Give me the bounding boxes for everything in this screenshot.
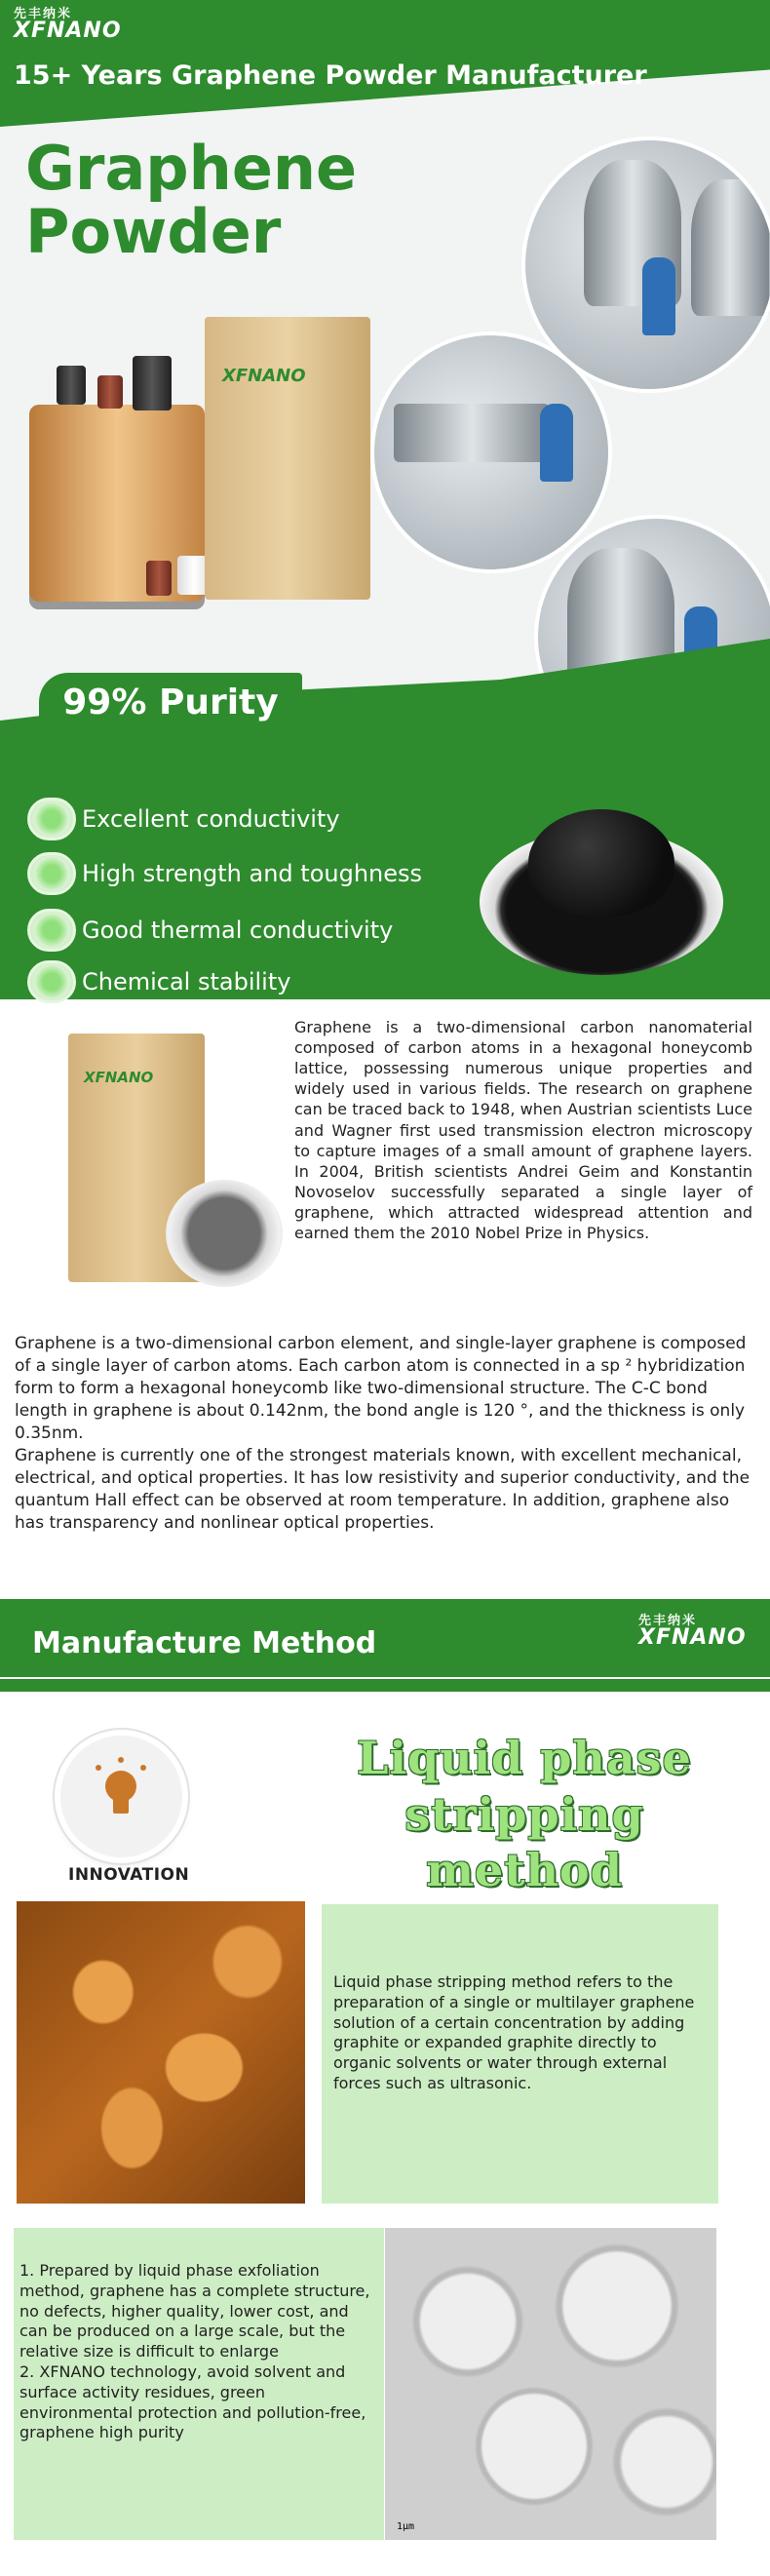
method-title [329, 1731, 719, 1899]
product-packaging [29, 317, 380, 629]
brand-logo-cn: 先丰纳米 [638, 1614, 698, 1628]
brand-logo-small [638, 1615, 747, 1649]
lightbulb-icon [60, 1736, 182, 1857]
header-divider [0, 1677, 770, 1679]
feature-label: Chemical stability [82, 968, 291, 995]
afm-microscopy-image [17, 1901, 305, 2204]
factory-photo-2 [370, 332, 612, 573]
hero-banner [0, 0, 770, 770]
method-description: Liquid phase stripping method refers to the preparation of a single or multilayer graphene solution of a certain concentration by adding graphite or expanded graphite directly to organic solvents or water through external forces such as ultrasonic. [333, 1972, 695, 2092]
product-jar [133, 356, 172, 410]
description-paragraph-2: Graphene is currently one of the strongest materials known, with excellent mechanical, electrical, and optical properties. It has low resistivity and superior conductivity, and the quantum Hall effect can be observed at room temperature. In addition, graphene also has transparency and nonlinear optical properties. [15, 1445, 751, 1533]
purity-badge: 99% Purity [39, 673, 302, 731]
feature-item [27, 850, 422, 897]
product-bag-label: XFNANO [222, 366, 306, 386]
method-title-line1: Liquid phase [357, 1732, 692, 1784]
hero-title-line2: Powder [25, 196, 282, 268]
product-jar [57, 366, 86, 405]
brand-logo-cn: 先丰纳米 [14, 7, 73, 21]
innovation-label: INNOVATION [68, 1865, 190, 1885]
intro-paragraph: Graphene is a two-dimensional carbon nanomaterial composed of carbon atoms in a hexagonal honeycomb lattice, possessing numerous unique properties and widely used in various fields. The research on graphene can be traced back to 1948, when Austrian scientists Luce and Wagner first used transmission electron microscopy to capture images of a small amount of graphene layers. In 2004, British scientists Andrei Geim and Konstantin Novoselov successfully separated a single layer of graphene, which attracted widespread attention and earned them the 2010 Nobel Prize in Physics. [294, 1018, 752, 1243]
method-points-box [14, 2228, 384, 2540]
hero-title-line1: Graphene [25, 133, 358, 204]
brand-logo [14, 8, 122, 42]
feature-item [27, 907, 393, 954]
intro-bag-label: XFNANO [84, 1069, 154, 1086]
manufacture-header [0, 1599, 770, 1692]
feature-label: High strength and toughness [82, 860, 423, 887]
tem-microscopy-image [385, 2228, 716, 2540]
tem-scale-label: 1μm [397, 2521, 415, 2532]
hero-tagline: 15+ Years Graphene Powder Manufacturer [14, 60, 647, 91]
description-paragraph-1: Graphene is a two-dimensional carbon element, and single-layer graphene is composed of a single layer of carbon atoms. Each carbon atom is connected in a sp ² hybridization form to form a hexagonal honeycomb like two-dimensional structure. The C-C bond length in graphene is about 0.142nm, the bond angle is 120 °, and the thickness is only 0.35nm. [15, 1334, 747, 1443]
description-text [15, 1333, 755, 1534]
feature-item [27, 958, 290, 1005]
bullet-icon [27, 798, 76, 840]
product-jar [146, 561, 172, 596]
brand-logo-en: XFNANO [638, 1625, 747, 1650]
bullet-icon [27, 852, 76, 895]
feature-item [27, 796, 340, 842]
graphene-powder-dish-image [480, 829, 723, 975]
product-bag [205, 317, 370, 600]
brand-logo-en: XFNANO [14, 19, 122, 43]
intro-product-image [68, 1034, 283, 1326]
hero-title [25, 133, 358, 268]
bullet-icon [27, 909, 76, 952]
bullet-icon [27, 960, 76, 1003]
method-points: 1. Prepared by liquid phase exfoliation method, graphene has a complete structure, no defects, higher quality, lower cost, and can be produced on a large scale, but the relative size is difficult to enlarge 2. XFNANO technology, avoid solvent and surface activity residues, green environmental protection and pollution-free, graphene high purity [19, 2261, 370, 2442]
intro-powder-dish [166, 1180, 283, 1287]
feature-panel [0, 770, 770, 999]
method-description-box [322, 1904, 718, 2204]
feature-label: Excellent conductivity [82, 805, 340, 833]
product-jar [97, 375, 123, 409]
manufacture-section-title: Manufacture Method [32, 1626, 377, 1660]
method-title-line2: stripping method [404, 1787, 644, 1896]
feature-label: Good thermal conductivity [82, 917, 394, 944]
